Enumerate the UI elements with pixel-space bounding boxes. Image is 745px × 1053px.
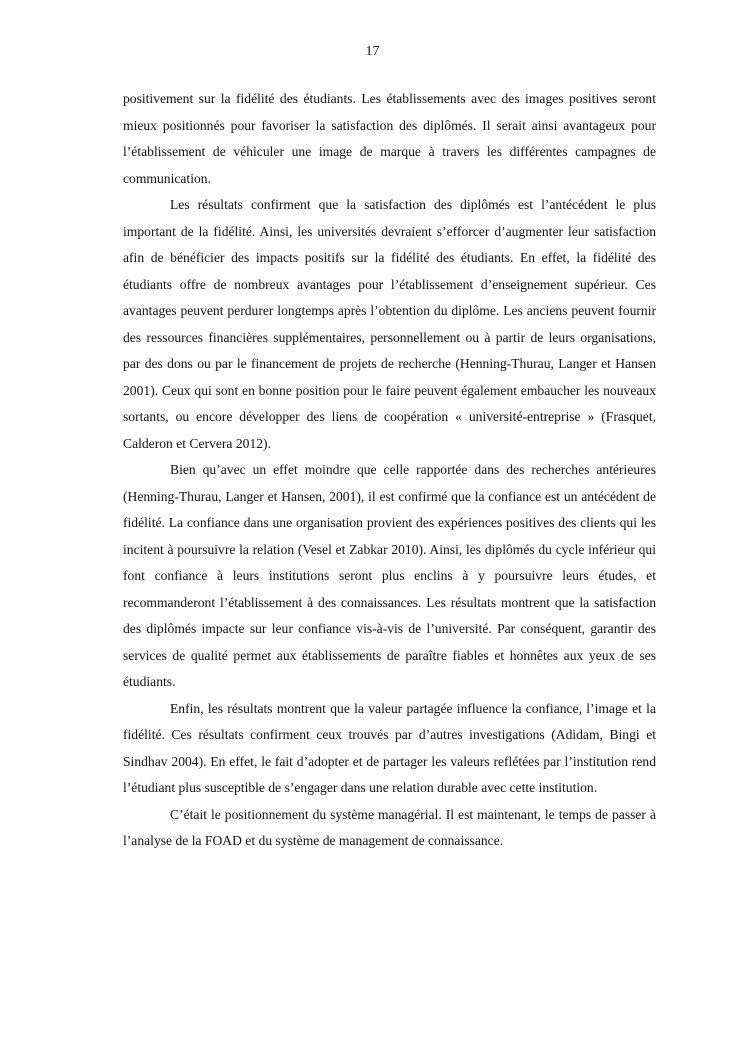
paragraph-continuation: positivement sur la fidélité des étudiants. Les établissements avec des images positives seront mieux positionnés pour favoriser la satisfaction des diplômés. Il serait ainsi avantageux pour l’établissement de véhiculer une image de marque à travers les différentes campagnes de communication.	[123, 91, 656, 186]
body-text	[123, 86, 656, 855]
paragraph-valeur-partagee: Enfin, les résultats montrent que la valeur partagée influence la confiance, l’image et la fidélité. Ces résultats confirment ceux trouvés par d’autres investigations (Adidam, Bingi et Sindhav 2004). En effet, le fait d’adopter et de partager les valeurs reflétées par l’institution rend l’étudiant plus susceptible de s’engager dans une relation durable avec cette institution.	[123, 700, 656, 795]
paragraph-satisfaction: Les résultats confirment que la satisfaction des diplômés est l’antécédent le plus important de la fidélité. Ainsi, les universités devraient s’efforcer d’augmenter leur satisfaction afin de bénéficier des impacts positifs sur la fidélité des étudiants. En effet, la fidélité des étudiants offre de nombreux avantages pour l’établissement d’enseignement supérieur. Ces avantages peuvent perdurer longtemps après l’obtention du diplôme. Les anciens peuvent fournir des ressources financières supplémentaires, personnellement ou à partir de leurs organisations, par des dons ou par le financement de projets de recherche (Henning-Thurau, Langer et Hansen 2001). Ceux qui sont en bonne position pour le faire peuvent également embaucher les nouveaux sortants, ou encore développer des liens de coopération « université-entreprise » (Frasquet, Calderon et Cervera 2012).	[123, 197, 656, 451]
paragraph-conclusion: C’était le positionnement du système managérial. Il est maintenant, le temps de passer à l’analyse de la FOAD et du système de management de connaissance.	[123, 806, 656, 848]
paragraph-confiance: Bien qu’avec un effet moindre que celle rapportée dans des recherches antérieures (Henning-Thurau, Langer et Hansen, 2001), il est confirmé que la confiance est un antécédent de fidélité. La confiance dans une organisation provient des expériences positives des clients qui les incitent à poursuivre la relation (Vesel et Zabkar 2010). Ainsi, les diplômés du cycle inférieur qui font confiance à leurs institutions seront plus enclins à y poursuivre leurs études, et recommanderont l’établissement à des connaissances. Les résultats montrent que la satisfaction des diplômés impacte sur leur confiance vis-à-vis de l’université. Par conséquent, garantir des services de qualité permet aux établissements de paraître fiables et honnêtes aux yeux de ses étudiants.	[123, 462, 656, 689]
page-number: 17	[365, 44, 380, 59]
